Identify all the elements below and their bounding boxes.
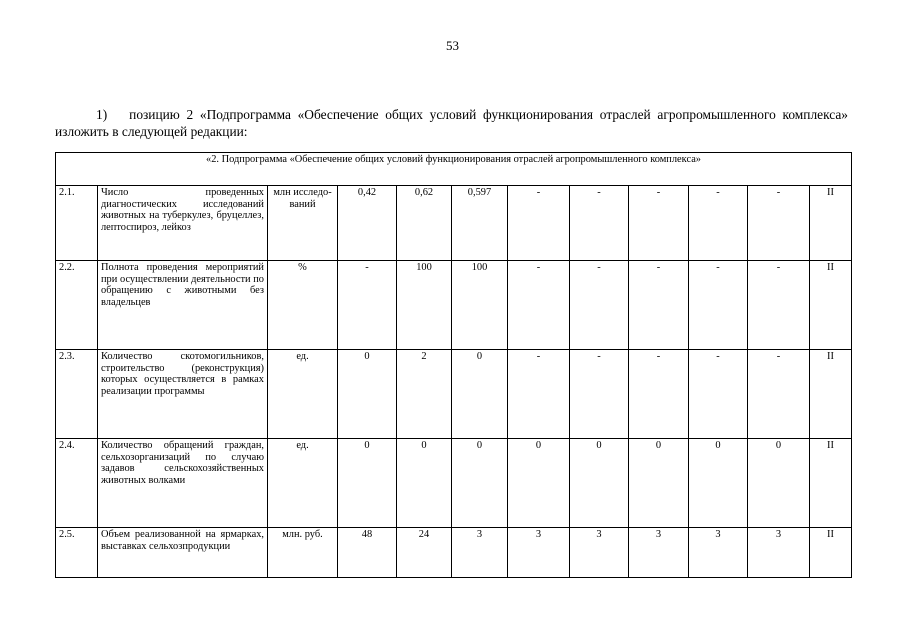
row-index: 2.4. bbox=[56, 439, 98, 528]
value-cell: 0,42 bbox=[338, 186, 397, 261]
value-cell: 0 bbox=[338, 439, 397, 528]
value-cell: - bbox=[570, 261, 629, 350]
value-cell: 3 bbox=[452, 528, 508, 578]
value-cell: 0,597 bbox=[452, 186, 508, 261]
value-cell: - bbox=[338, 261, 397, 350]
value-cell: - bbox=[570, 186, 629, 261]
table-header-row bbox=[56, 153, 852, 186]
intro-number: 1) bbox=[96, 107, 108, 122]
value-cell: - bbox=[748, 350, 810, 439]
value-cell: 100 bbox=[397, 261, 452, 350]
value-cell: - bbox=[629, 261, 689, 350]
unit-cell: % bbox=[268, 261, 338, 350]
row-index: 2.5. bbox=[56, 528, 98, 578]
table-row bbox=[56, 528, 852, 578]
value-cell: 0 bbox=[508, 439, 570, 528]
indicator-name: Число проведенных диагностических исследований животных на туберкулез, бруцеллез, лептоспироз, лейкоз bbox=[98, 186, 268, 261]
value-cell: 0 bbox=[338, 350, 397, 439]
value-cell: 0 bbox=[748, 439, 810, 528]
indicator-name: Объем реализованной на ярмарках, выставках сельхозпродукции bbox=[98, 528, 268, 578]
page-number: 53 bbox=[446, 38, 459, 53]
value-cell: 0 bbox=[570, 439, 629, 528]
value-cell: 0 bbox=[452, 439, 508, 528]
value-cell: 48 bbox=[338, 528, 397, 578]
value-cell: - bbox=[570, 350, 629, 439]
table-row bbox=[56, 261, 852, 350]
subprogram-header: «2. Подпрограмма «Обеспечение общих условий функционирования отраслей агропромышленного комплекса» bbox=[56, 153, 852, 186]
value-cell: 24 bbox=[397, 528, 452, 578]
unit-cell: ед. bbox=[268, 350, 338, 439]
value-cell: - bbox=[508, 186, 570, 261]
value-cell: 0,62 bbox=[397, 186, 452, 261]
value-cell: - bbox=[629, 350, 689, 439]
indicator-name: Полнота проведения мероприятий при осуществлении деятельности по обращению с животными без владельцев bbox=[98, 261, 268, 350]
table-row bbox=[56, 350, 852, 439]
value-cell: - bbox=[689, 350, 748, 439]
intro-paragraph bbox=[55, 106, 848, 140]
value-cell: - bbox=[748, 261, 810, 350]
table-row bbox=[56, 186, 852, 261]
value-cell: 3 bbox=[689, 528, 748, 578]
indicators-table bbox=[55, 152, 852, 578]
category-cell: II bbox=[810, 186, 852, 261]
row-index: 2.3. bbox=[56, 350, 98, 439]
value-cell: - bbox=[508, 261, 570, 350]
value-cell: - bbox=[689, 261, 748, 350]
indicator-name: Количество скотомогильников, строительство (реконструкция) которых осуществляется в рамках реализации программы bbox=[98, 350, 268, 439]
value-cell: - bbox=[629, 186, 689, 261]
unit-cell: ед. bbox=[268, 439, 338, 528]
category-cell: II bbox=[810, 439, 852, 528]
category-cell: II bbox=[810, 350, 852, 439]
value-cell: - bbox=[748, 186, 810, 261]
value-cell: 0 bbox=[689, 439, 748, 528]
value-cell: 0 bbox=[452, 350, 508, 439]
row-index: 2.1. bbox=[56, 186, 98, 261]
row-index: 2.2. bbox=[56, 261, 98, 350]
value-cell: 0 bbox=[629, 439, 689, 528]
value-cell: - bbox=[689, 186, 748, 261]
value-cell: 3 bbox=[570, 528, 629, 578]
unit-cell: млн. руб. bbox=[268, 528, 338, 578]
value-cell: 3 bbox=[748, 528, 810, 578]
value-cell: - bbox=[508, 350, 570, 439]
intro-text: позицию 2 «Подпрограмма «Обеспечение общих условий функционирования отраслей агропромышленного комплекса» изложить в следующей редакции: bbox=[55, 107, 848, 139]
unit-cell: млн исследо-ваний bbox=[268, 186, 338, 261]
category-cell: II bbox=[810, 261, 852, 350]
value-cell: 0 bbox=[397, 439, 452, 528]
value-cell: 100 bbox=[452, 261, 508, 350]
category-cell: II bbox=[810, 528, 852, 578]
indicator-name: Количество обращений граждан, сельхозорганизаций по случаю задавов сельскохозяйственных животных волками bbox=[98, 439, 268, 528]
value-cell: 3 bbox=[508, 528, 570, 578]
value-cell: 2 bbox=[397, 350, 452, 439]
value-cell: 3 bbox=[629, 528, 689, 578]
table-row bbox=[56, 439, 852, 528]
